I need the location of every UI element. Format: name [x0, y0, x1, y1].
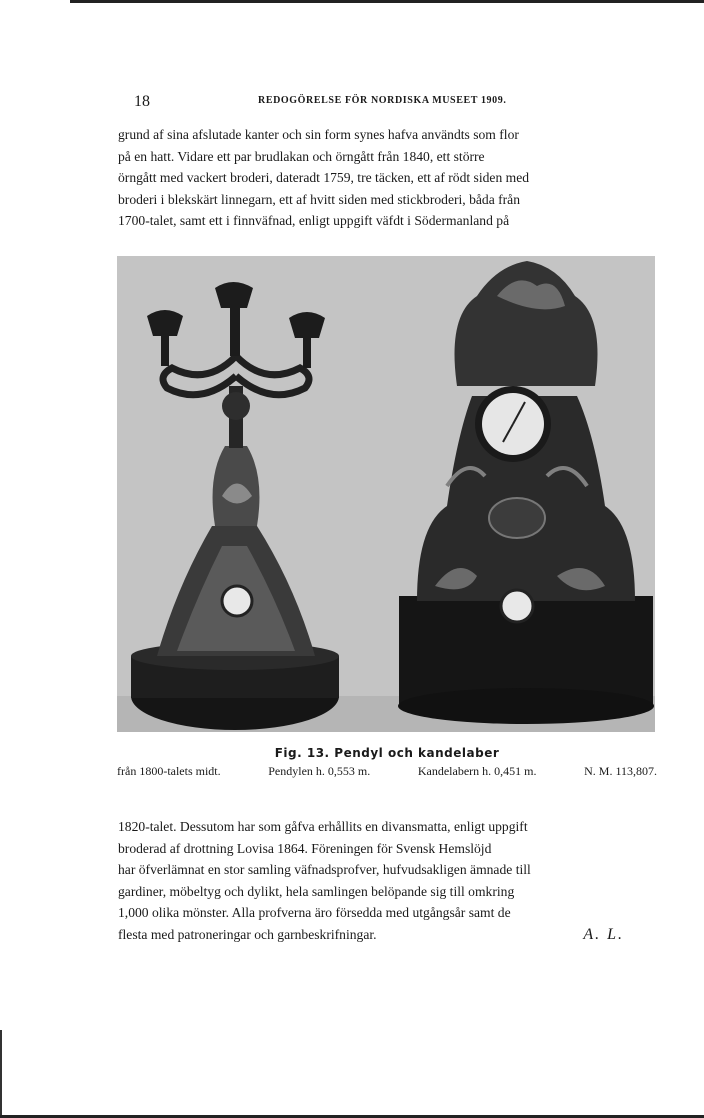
caption-part: Pendylen h. 0,553 m. [268, 764, 371, 778]
text-line: har öfverlämnat en stor samling väfnadsprofver, hufvudsakligen ämnade till [118, 862, 531, 878]
figure-caption-detail [117, 764, 657, 779]
page-edge-left [0, 1030, 2, 1118]
text-line: 1,000 olika mönster. Alla profverna äro försedda med utgångsår samt de [118, 905, 511, 921]
text-line: på en hatt. Vidare ett par brudlakan och örngått från 1840, ett större [118, 148, 485, 164]
paragraph-1 [118, 124, 656, 232]
caption-part: N. M. 113,807. [584, 764, 657, 778]
page-edge-top [70, 0, 704, 3]
paragraph-2 [118, 816, 656, 946]
caption-part: från 1800-talets midt. [117, 764, 221, 778]
page-number: 18 [134, 93, 150, 110]
running-head: REDOGÖRELSE FÖR NORDISKA MUSEET 1909. [258, 95, 507, 106]
text-line: broderad af drottning Lovisa 1864. Föreningen för Svensk Hemslöjd [118, 840, 492, 856]
author-signature: A. L. [583, 925, 624, 943]
text-line: broderi i blekskärt linnegarn, ett af hvitt siden med stickbroderi, båda från [118, 191, 521, 207]
text-line: flesta med patroneringar och garnbeskrifningar. [118, 926, 377, 942]
figure-caption-title: Fig. 13. Pendyl och kandelaber [274, 746, 500, 760]
text-line: örngått med vackert broderi, dateradt 1759, tre täcken, ett af rödt siden med [118, 170, 530, 186]
last-text-line [118, 924, 656, 946]
figure-photograph [117, 256, 655, 732]
text-line: 1820-talet. Dessutom har som gåfva erhållits en divansmatta, enligt uppgift [118, 819, 528, 834]
text-line: grund af sina afslutade kanter och sin form synes hafva användts som flor [118, 127, 519, 142]
text-line: 1700-talet, samt ett i finnväfnad, enligt uppgift väfdt i Södermanland på [118, 213, 510, 229]
caption-part: Kandelabern h. 0,451 m. [417, 764, 537, 778]
text-line: gardiner, möbeltyg och dylikt, hela samlingen belöpande sig till omkring [118, 883, 515, 899]
